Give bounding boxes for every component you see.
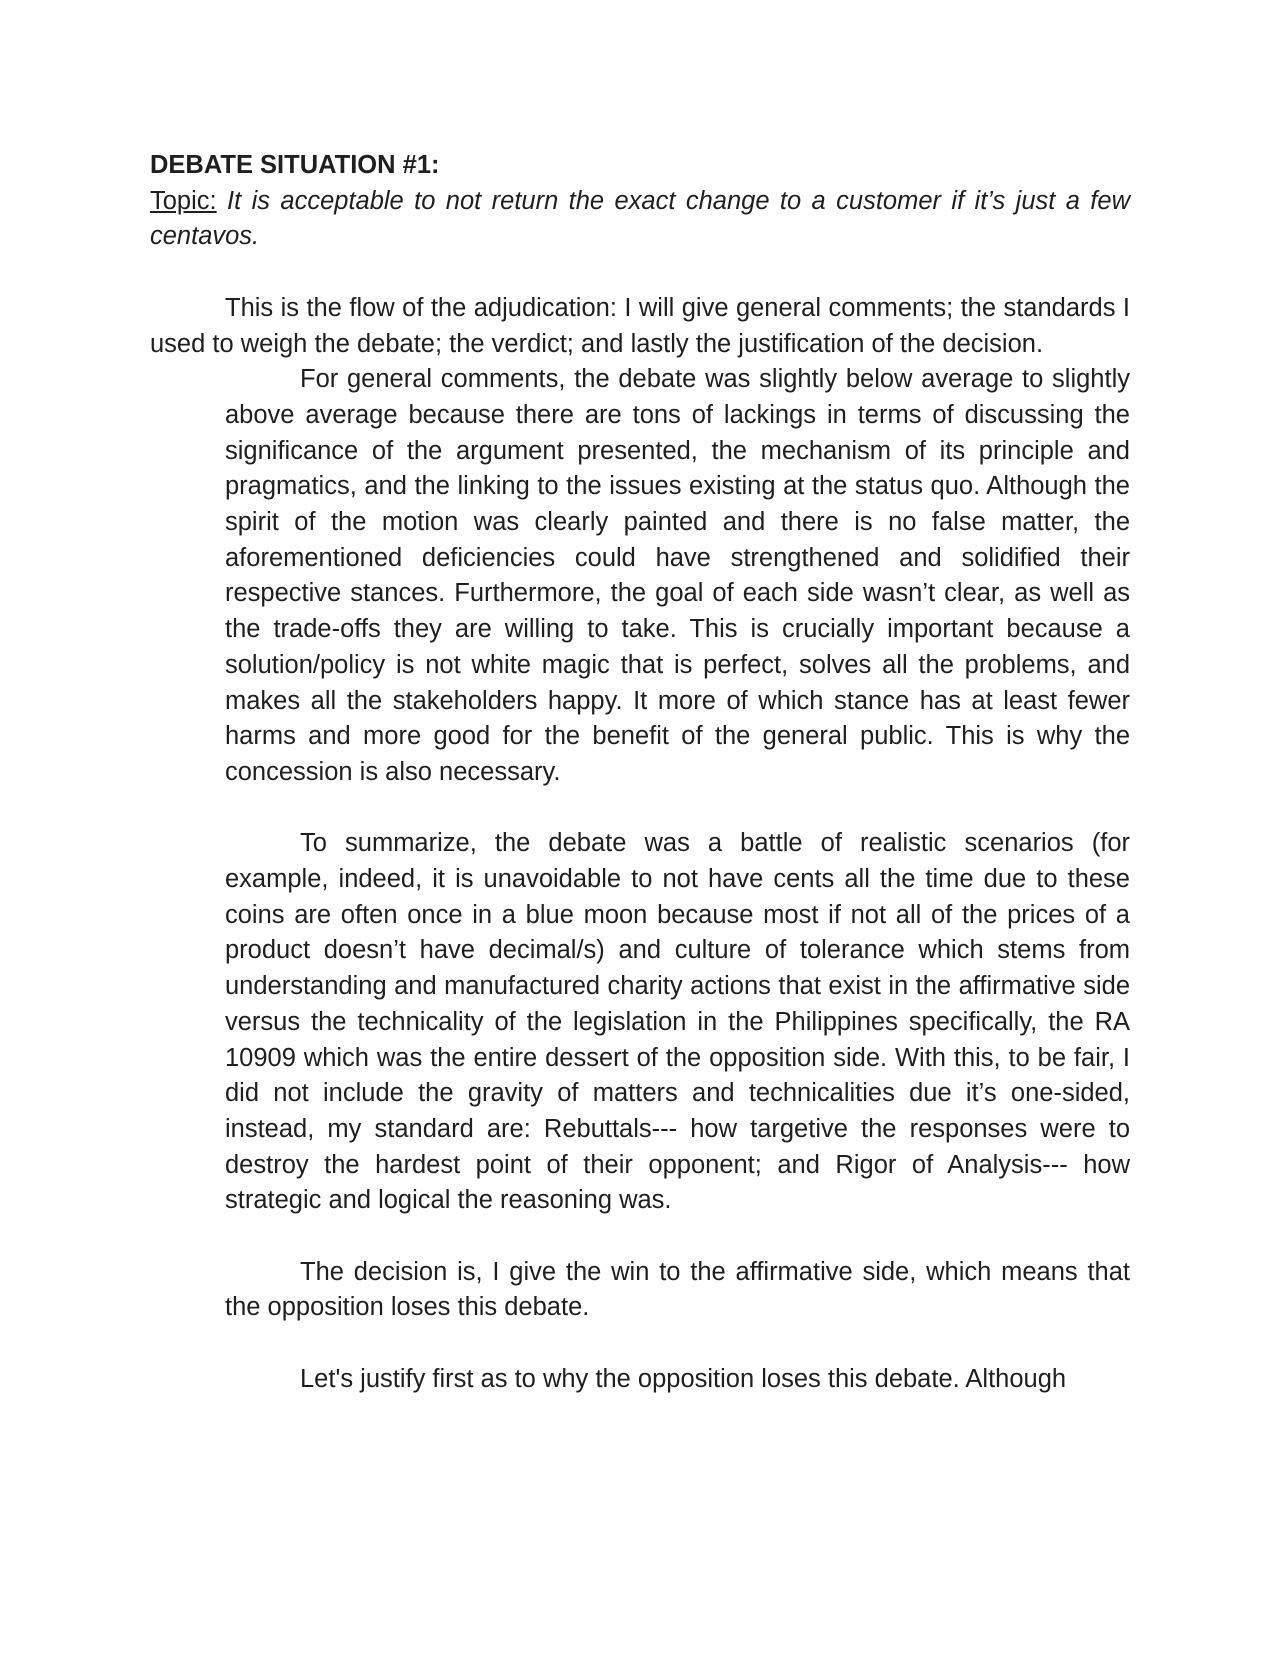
- paragraph-flow: This is the flow of the adjudication: I will give general comments; the standards I used to weigh the debate; the verdict; and lastly the justification of the decision.: [150, 293, 1130, 358]
- topic-text: It is acceptable to not return the exact change to a customer if it’s just a few centavos.: [150, 186, 1130, 251]
- paragraph-decision: The decision is, I give the win to the affirmative side, which means that the opposition loses this debate.: [225, 1257, 1130, 1322]
- paragraph-justification: Let's justify first as to why the opposition loses this debate. Although: [300, 1364, 1067, 1393]
- paragraph-general-comments: For general comments, the debate was slightly below average to slightly above average because there are tons of lackings in terms of discussing the significance of the argument presented, the mechanism of its principle and pragmatics, and the linking to the issues existing at the status quo. Although the spirit of the motion was clearly painted and there is no false matter, the aforementioned deficiencies could have strengthened and solidified their respective stances. Furthermore, the goal of each side wasn’t clear, as well as the trade-offs they are willing to take. This is crucially important because a solution/policy is not white magic that is perfect, solves all the problems, and makes all the stakeholders happy. It more of which stance has at least fewer harms and more good for the benefit of the general public. This is why the concession is also necessary.: [225, 365, 1130, 786]
- topic-label: Topic:: [150, 186, 217, 215]
- topic-line: [150, 184, 1130, 255]
- document-heading: DEBATE SITUATION #1:: [150, 151, 440, 179]
- document-body: [150, 148, 1130, 1398]
- paragraph-summary: To summarize, the debate was a battle of realistic scenarios (for example, indeed, it is unavoidable to not have cents all the time due to these coins are often once in a blue moon because most if not all of the prices of a product doesn’t have decimal/s) and culture of tolerance which stems from understanding and manufactured charity actions that exist in the affirmative side versus the technicality of the legislation in the Philippines specifically, the RA 10909 which was the entire dessert of the opposition side. With this, to be fair, I did not include the gravity of matters and technicalities due it’s one-sided, instead, my standard are: Rebuttals--- how targetive the responses were to destroy the hardest point of their opponent; and Rigor of Analysis--- how strategic and logical the reasoning was.: [225, 829, 1130, 1215]
